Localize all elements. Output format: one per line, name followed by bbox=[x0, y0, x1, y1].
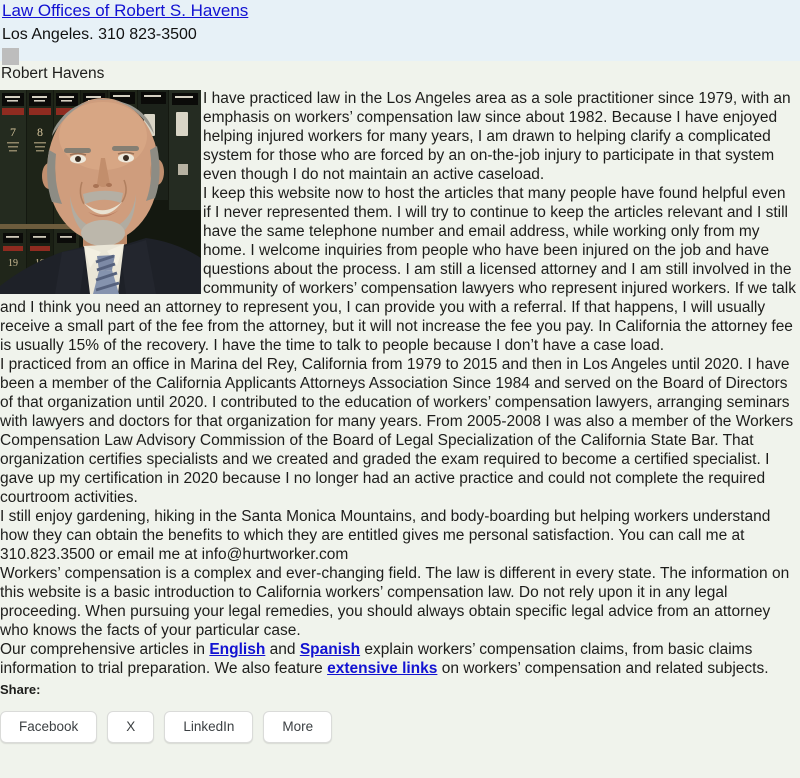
links-paragraph-text: and bbox=[265, 641, 300, 658]
links-paragraph-text: explain workers’ compensation claims, from basic claims information to trial preparation. We also feature bbox=[0, 641, 753, 677]
spanish-articles-link[interactable]: Spanish bbox=[299, 641, 361, 658]
bio-paragraph: I practiced from an office in Marina del Rey, California from 1979 to 2015 and then in Los Angeles until 2020. I have been a member of the California Applicants Attorneys Association Since 1984 and served on the Board of Directors of that organization until 2020. I contributed to the education of workers’ compensation lawyers, arranging seminars with lawyers and doctors for that organization for many years. From 2005-2008 I was also a member of the Workers Compensation Law Advisory Commission of the Board of Legal Specialization of the California State Bar. That organization certifies specialists and we created and graded the exam required to become a certified specialist. I gave up my certification in 2020 because I no longer had an active practice and could not complete the required courtroom activities. bbox=[0, 356, 794, 506]
links-paragraph-text: Our comprehensive articles in bbox=[0, 641, 210, 658]
extensive-links-link[interactable]: extensive links bbox=[327, 660, 438, 677]
location-phone-text: Los Angeles. 310 823-3500 bbox=[2, 26, 197, 43]
share-buttons-row bbox=[0, 711, 797, 743]
articles-links-paragraph bbox=[0, 640, 797, 678]
bio-paragraph: I still enjoy gardening, hiking in the Santa Monica Mountains, and body-boarding but helping workers understand how they can obtain the benefits to which they are entitled gives me personal satisfaction. You can call me at 310.823.3500 or email me at info@hurtworker.com bbox=[0, 508, 771, 563]
main-content bbox=[0, 65, 800, 743]
share-x-button[interactable]: X bbox=[107, 711, 154, 743]
links-paragraph-text: on workers’ compensation and related subjects. bbox=[437, 660, 769, 677]
svg-text:7: 7 bbox=[10, 125, 16, 139]
site-header bbox=[0, 0, 800, 61]
svg-text:8: 8 bbox=[37, 125, 43, 139]
share-facebook-button[interactable]: Facebook bbox=[0, 711, 97, 743]
gray-square-placeholder bbox=[2, 48, 19, 65]
svg-text:19: 19 bbox=[8, 258, 18, 269]
share-linkedin-button[interactable]: LinkedIn bbox=[164, 711, 253, 743]
article-body bbox=[0, 89, 800, 743]
disclaimer-paragraph: Workers’ compensation is a complex and ever-changing field. The law is different in every state. The information on this website is a basic introduction to California workers’ compensation law. Do not rely upon it in any legal proceeding. When pursuing your legal remedies, you should always obtain specific legal advice from an attorney who knows the facts of your particular case. bbox=[0, 565, 790, 639]
attorney-portrait-illustration bbox=[0, 90, 201, 294]
attorney-portrait-photo bbox=[0, 90, 201, 294]
share-label: Share: bbox=[0, 682, 41, 697]
share-more-button[interactable]: More bbox=[263, 711, 332, 743]
bio-paragraph: I have practiced law in the Los Angeles area as a sole practitioner since 1979, with an emphasis on workers’ compensation law since about 1982. Because I have enjoyed helping injured workers for many years, I am drawn to helping clarify a complicated system for those who are forced by an on-the-job injury to participate in that system even though I do not maintain an active caseload. bbox=[203, 90, 791, 183]
english-articles-link[interactable]: English bbox=[209, 641, 266, 658]
site-title-link[interactable]: Law Offices of Robert S. Havens bbox=[2, 1, 249, 20]
author-heading: Robert Havens bbox=[1, 65, 105, 82]
bio-paragraph: I keep this website now to host the articles that many people have found helpful even if I never represented them. I will try to continue to keep the articles relevant and I still have the same telephone number and email address, while working only from my home. I welcome inquiries from people who have been injured on the job and have questions about the process. I am still a licensed attorney and I am still involved in the community of workers’ compensation lawyers who represent injured workers. If we talk and I think you need an attorney to represent you, I can provide you with a referral. If that happens, I will usually receive a small part of the fee from the attorney, but it will not increase the fee you pay. In California the attorney fee is usually 15% of the recovery. I have the time to talk to people because I don’t have a case load. bbox=[0, 185, 796, 354]
